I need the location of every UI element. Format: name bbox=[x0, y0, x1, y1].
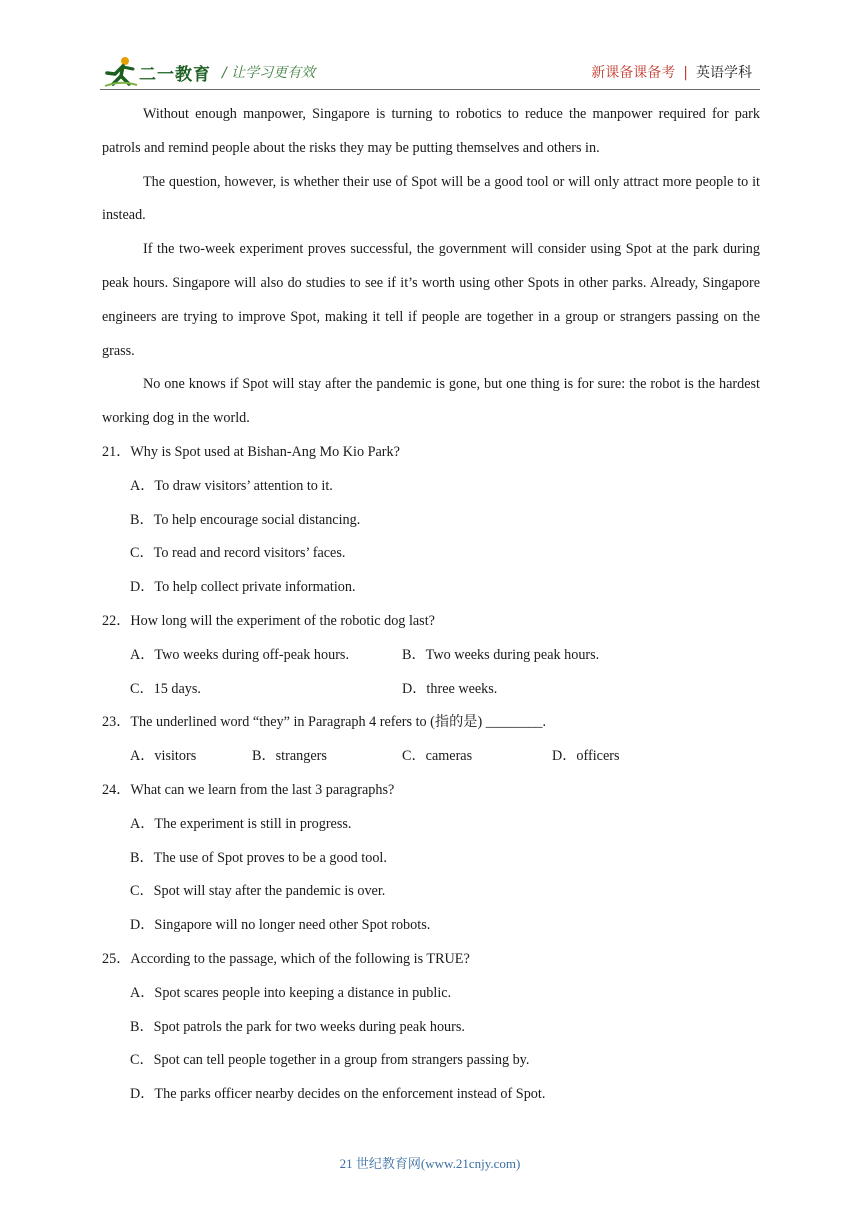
header-label: 新课备课备考 bbox=[591, 65, 676, 81]
page-footer: 21 世纪教育网(www.21cnjy.com) bbox=[339, 1156, 521, 1171]
options-23-row bbox=[102, 740, 760, 774]
header-right bbox=[591, 62, 752, 82]
option-22c: C．15 days. bbox=[130, 680, 201, 697]
option-23b: B．strangers bbox=[252, 748, 327, 765]
option-25d: D．The parks officer nearby decides on the enforcement instead of Spot. bbox=[130, 1086, 546, 1103]
question-23: 23．The underlined word “they” in Paragraph 4 refers to (指的是) ________. bbox=[102, 714, 547, 731]
option-24d: D．Singapore will no longer need other Spot robots. bbox=[130, 917, 431, 934]
options-22-row1 bbox=[102, 639, 760, 673]
passage-paragraph: Without enough manpower, Singapore is turning to robotics to reduce the manpower required for park patrols and remind people about the risks they may be putting themselves and others in. bbox=[102, 106, 760, 156]
option-22b: B．Two weeks during peak hours. bbox=[402, 646, 600, 663]
option-21c: C．To read and record visitors’ faces. bbox=[130, 545, 346, 562]
option-24c: C．Spot will stay after the pandemic is over. bbox=[130, 883, 386, 900]
header-slogan: / 让学习更有效 bbox=[222, 65, 316, 81]
option-24a: A．The experiment is still in progress. bbox=[130, 815, 352, 832]
question-21: 21．Why is Spot used at Bishan-Ang Mo Kio Park? bbox=[102, 443, 400, 460]
passage-paragraph: The question, however, is whether their use of Spot will be a good tool or will only attract more people to it instead. bbox=[102, 173, 760, 224]
header-subject: 英语学科 bbox=[696, 65, 752, 81]
passage-paragraph: No one knows if Spot will stay after the pandemic is gone, but one thing is for sure: the robot is the hardest working dog in the world. bbox=[102, 376, 760, 427]
option-21b: B．To help encourage social distancing. bbox=[130, 511, 361, 528]
option-22a: A．Two weeks during off-peak hours. bbox=[130, 646, 349, 663]
option-23a: A．visitors bbox=[130, 748, 197, 765]
option-25b: B．Spot patrols the park for two weeks during peak hours. bbox=[130, 1018, 465, 1035]
options-22-row2 bbox=[102, 673, 760, 707]
header-divider bbox=[100, 89, 760, 90]
question-24: 24．What can we learn from the last 3 paragraphs? bbox=[102, 781, 395, 798]
question-22: 22．How long will the experiment of the robotic dog last? bbox=[102, 612, 435, 629]
option-25a: A．Spot scares people into keeping a distance in public. bbox=[130, 984, 452, 1001]
passage-paragraph: If the two-week experiment proves successful, the government will consider using Spot at the park during peak hours. Singapore will also do studies to see if it’s worth using other Spots in other parks. Already, Singapore engineers are trying to improve Spot, making it tell if people are together in a group or strangers passing on the grass. bbox=[102, 241, 760, 359]
option-24b: B．The use of Spot proves to be a good tool. bbox=[130, 849, 387, 866]
document-body bbox=[102, 98, 760, 1112]
runner-icon bbox=[103, 56, 139, 88]
header-separator: | bbox=[683, 65, 688, 81]
page-header bbox=[0, 0, 860, 92]
option-25c: C．Spot can tell people together in a group from strangers passing by. bbox=[130, 1052, 530, 1069]
logo bbox=[103, 56, 213, 88]
option-21a: A．To draw visitors’ attention to it. bbox=[130, 477, 333, 494]
logo-text: 二一教育 bbox=[139, 65, 211, 85]
option-22d: D．three weeks. bbox=[402, 680, 498, 697]
option-21d: D．To help collect private information. bbox=[130, 579, 356, 596]
option-23d: D．officers bbox=[552, 748, 620, 765]
option-23c: C．cameras bbox=[402, 748, 473, 765]
question-25: 25．According to the passage, which of the following is TRUE? bbox=[102, 950, 470, 967]
